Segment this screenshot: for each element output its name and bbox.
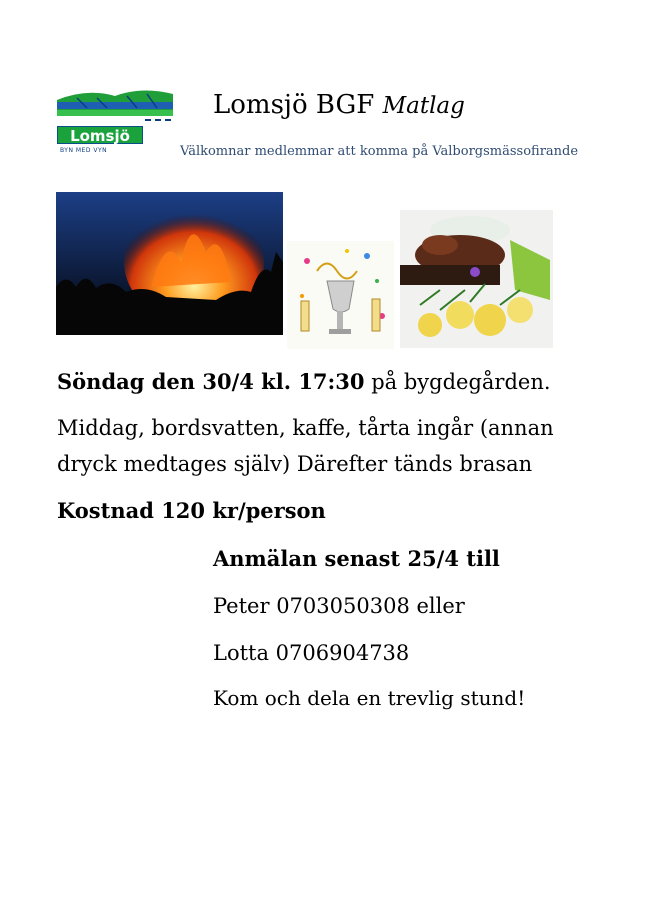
logo-text: Lomsjö: [57, 126, 143, 144]
menu-line-1: Middag, bordsvatten, kaffe, tårta ingår (annan: [57, 416, 554, 440]
page-title: [213, 90, 465, 120]
celebration-photo: [287, 241, 394, 349]
contact-lotta: Lotta 0706904738: [213, 641, 410, 665]
menu-line-2: dryck medtages själv) Därefter tänds brasan: [57, 452, 533, 476]
food-photo: [400, 210, 553, 348]
cost: Kostnad 120 kr/person: [57, 498, 326, 523]
event-location: på bygdegården.: [371, 370, 551, 394]
subtitle: Välkomnar medlemmar att komma på Valborgsmässofirande: [180, 144, 579, 159]
bonfire-photo: [56, 192, 283, 335]
title-main: Lomsjö BGF: [213, 90, 375, 120]
contact-peter: Peter 0703050308 eller: [213, 594, 465, 618]
logo-landscape-graphic: [57, 86, 173, 126]
signup-deadline: Anmälan senast 25/4 till: [213, 546, 500, 571]
logo: [57, 86, 173, 156]
event-datetime: Söndag den 30/4 kl. 17:30: [57, 369, 365, 394]
logo-tagline: BYN MED VYN: [60, 147, 108, 154]
closing-line: Kom och dela en trevlig stund!: [213, 686, 526, 710]
title-italic: Matlag: [382, 93, 465, 119]
event-datetime-line: [57, 369, 551, 394]
